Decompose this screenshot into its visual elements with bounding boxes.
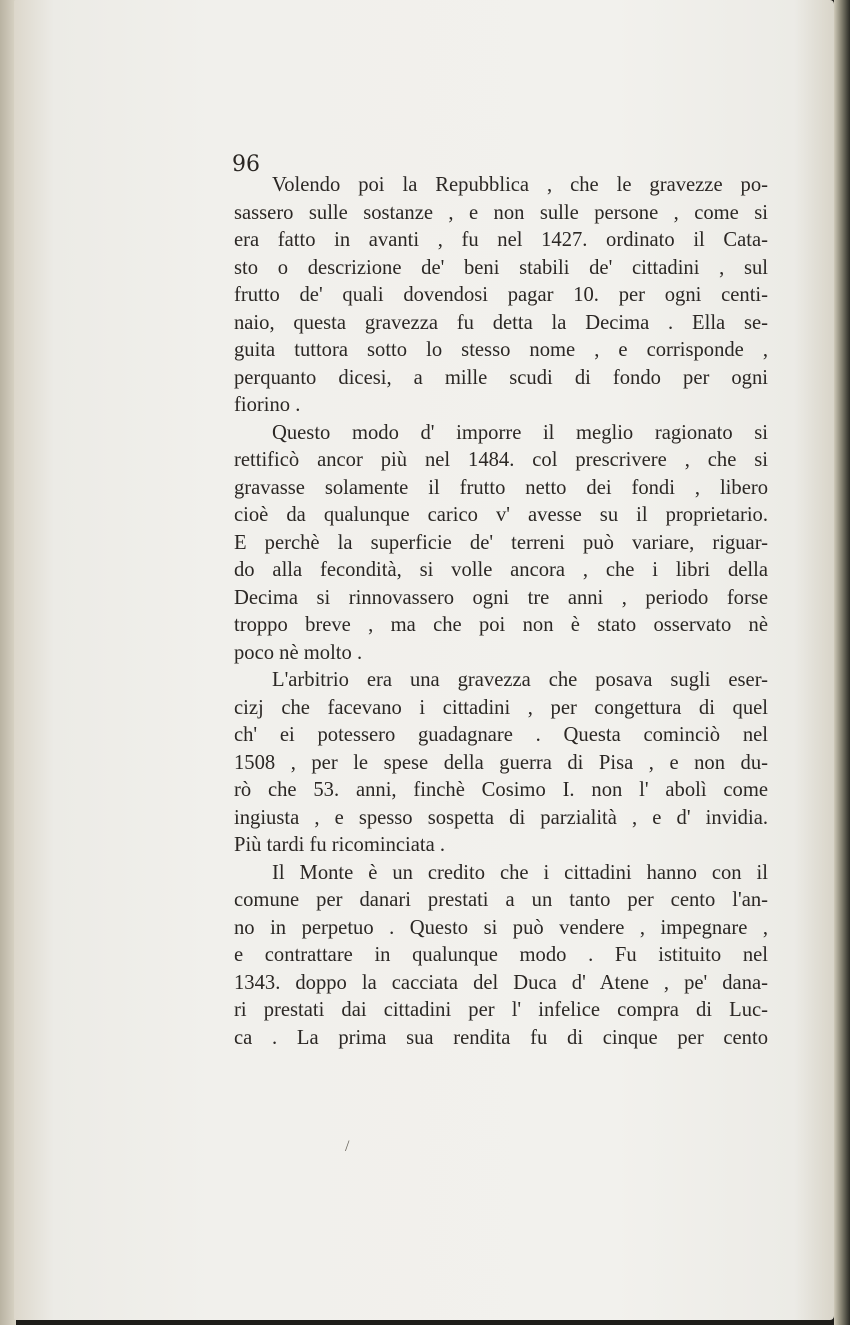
text-line: cizj che facevano i cittadini , per congettura di quel bbox=[234, 696, 768, 719]
stray-ink-mark: / bbox=[345, 1138, 350, 1155]
paragraph-arbitrio bbox=[234, 667, 768, 860]
text-line: ch' ei potessero guadagnare . Questa cominciò nel bbox=[234, 724, 768, 746]
text-line: Il Monte è un credito che i cittadini hanno con il bbox=[272, 861, 768, 884]
text-line: gravasse solamente il frutto netto dei fondi , libero bbox=[234, 476, 768, 499]
text-line: e contrattare in qualunque modo . Fu istituito nel bbox=[234, 944, 768, 966]
text-line: no in perpetuo . Questo si può vendere , impegnare , bbox=[234, 916, 768, 939]
text-line: poco nè molto . bbox=[234, 641, 363, 664]
text-line: sassero sulle sostanze , e non sulle persone , come si bbox=[234, 201, 768, 224]
paragraph-monte bbox=[234, 860, 768, 1053]
text-line: era fatto in avanti , fu nel 1427. ordinato il Cata- bbox=[234, 229, 768, 251]
text-line: cioè da qualunque carico v' avesse su il proprietario. bbox=[234, 504, 768, 526]
text-line: Più tardi fu ricominciata . bbox=[234, 834, 446, 856]
text-line: rò che 53. anni, finchè Cosimo I. non l' abolì come bbox=[234, 779, 768, 801]
text-line: naio, questa gravezza fu detta la Decima . Ella se- bbox=[234, 311, 768, 334]
text-line: comune per danari prestati a un tanto per cento l'an- bbox=[234, 889, 768, 911]
page-number: 96 bbox=[232, 152, 260, 177]
page-stack-edge bbox=[834, 0, 850, 1325]
text-line: ca . La prima sua rendita fu di cinque per cento bbox=[234, 1026, 768, 1049]
text-line: ingiusta , e spesso sospetta di parzialità , e d' invidia. bbox=[234, 806, 768, 829]
text-line: rettificò ancor più nel 1484. col prescrivere , che si bbox=[234, 449, 768, 471]
text-line: sto o descrizione de' beni stabili de' cittadini , sul bbox=[234, 256, 768, 279]
text-line: troppo breve , ma che poi non è stato osservato nè bbox=[234, 614, 768, 636]
paragraph-decima bbox=[234, 420, 768, 668]
text-line: L'arbitrio era una gravezza che posava sugli eser- bbox=[272, 669, 768, 691]
text-line: frutto de' quali dovendosi pagar 10. per ogni centi- bbox=[234, 284, 768, 306]
body-text bbox=[234, 172, 768, 1052]
text-line: 1343. doppo la cacciata del Duca d' Atene , pe' dana- bbox=[234, 971, 768, 994]
paragraph-catasto bbox=[234, 172, 768, 420]
text-line: ri prestati dai cittadini per l' infelice compra di Luc- bbox=[234, 999, 768, 1021]
text-line: Questo modo d' imporre il meglio ragionato si bbox=[272, 421, 768, 444]
text-line: Decima si rinnovassero ogni tre anni , periodo forse bbox=[234, 586, 768, 609]
text-line: E perchè la superficie de' terreni può variare, riguar- bbox=[234, 531, 768, 554]
text-line: Volendo poi la Repubblica , che le gravezze po- bbox=[272, 174, 768, 196]
text-line: fiorino . bbox=[234, 394, 301, 416]
text-line: 1508 , per le spese della guerra di Pisa , e non du- bbox=[234, 751, 768, 774]
text-line: do alla fecondità, si volle ancora , che i libri della bbox=[234, 559, 768, 581]
text-line: guita tuttora sotto lo stesso nome , e corrisponde , bbox=[234, 339, 768, 361]
text-line: perquanto dicesi, a mille scudi di fondo per ogni bbox=[234, 366, 768, 389]
